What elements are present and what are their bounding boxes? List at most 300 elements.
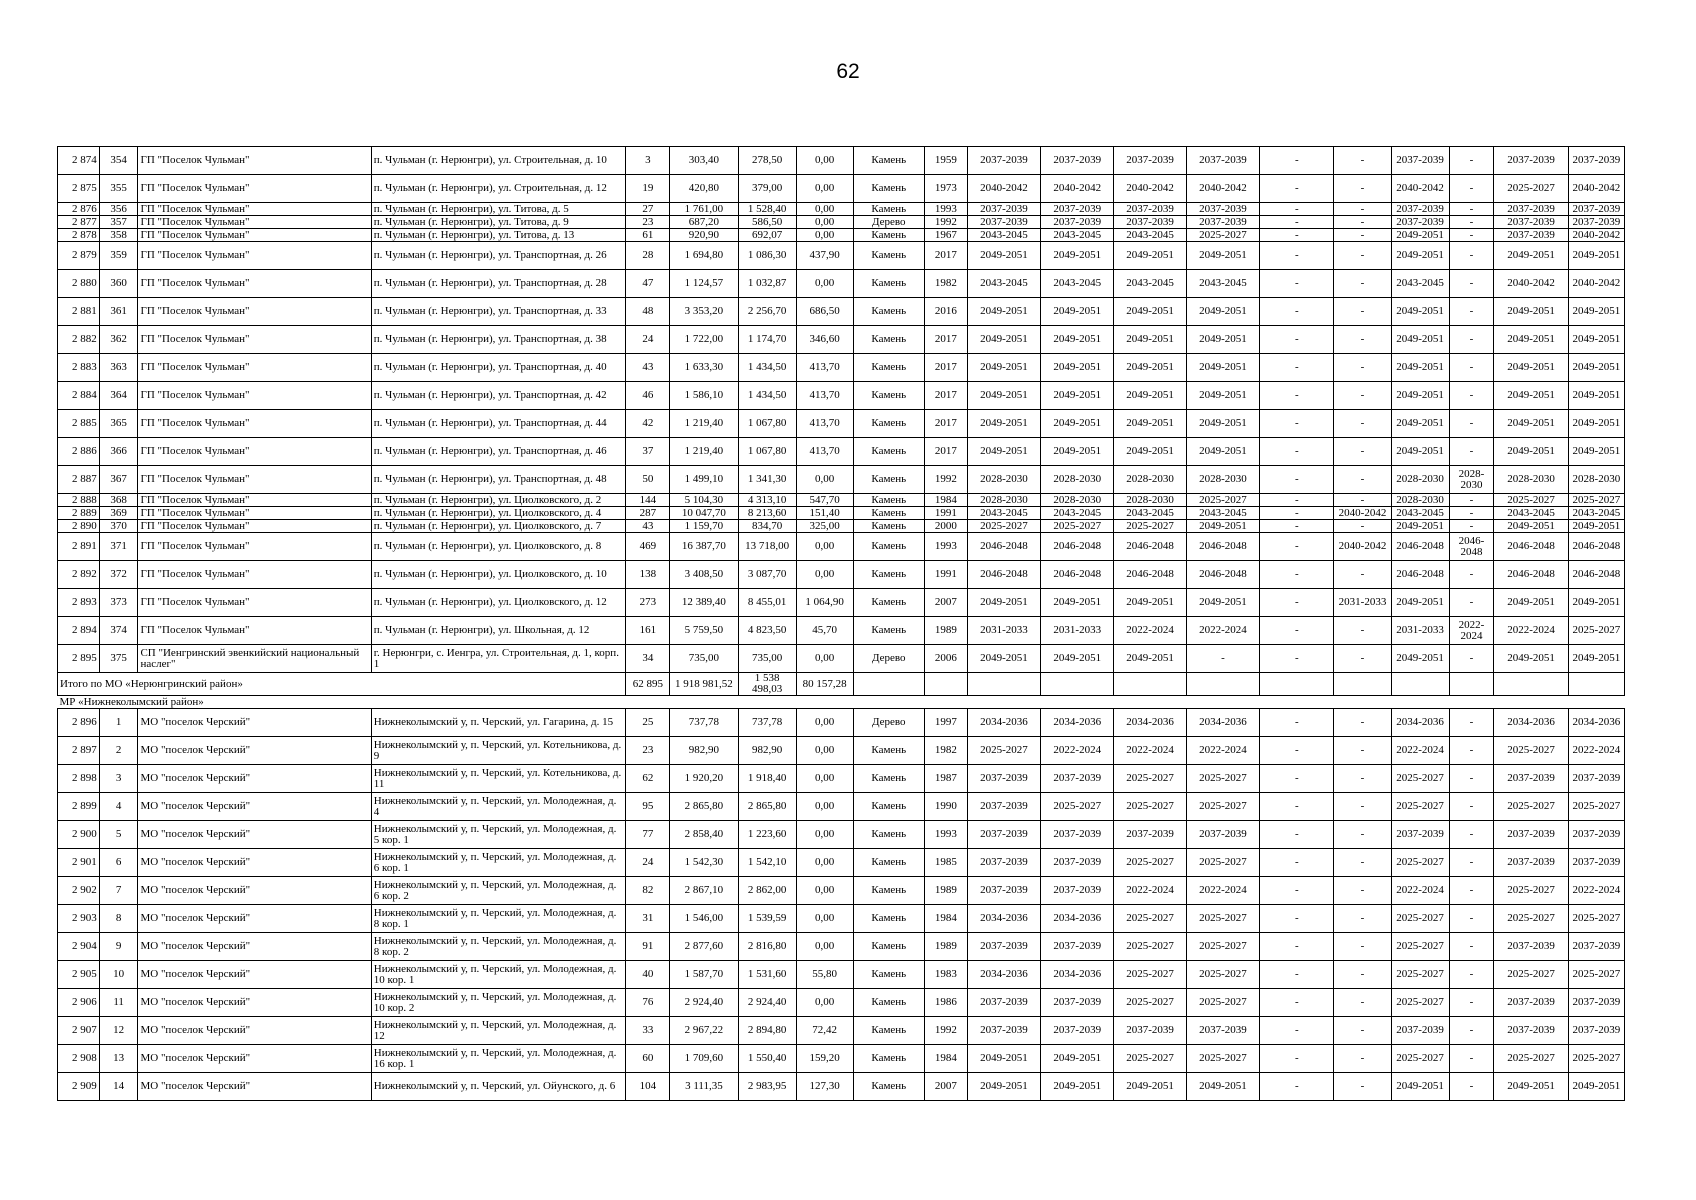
flats-count: 42 [626,410,670,438]
row-index: 357 [99,216,138,229]
table-row [58,709,1625,737]
wall-material: Камень [853,147,924,175]
period-cell: - [1260,533,1334,561]
organization-cell: ГП "Поселок Чульман" [138,410,371,438]
period-cell: 2025-2027 [1391,849,1449,877]
flats-count: 23 [626,737,670,765]
period-cell: - [1334,147,1391,175]
table-row [58,1073,1625,1101]
period-cell: - [1334,466,1391,494]
period-cell: - [1334,175,1391,203]
row-number: 2 874 [58,147,100,175]
total-section [58,673,1625,709]
row-index: 364 [99,382,138,410]
period-cell: - [1334,494,1391,507]
nonliving-area: 0,00 [796,737,853,765]
flats-count: 77 [626,821,670,849]
period-cell: 2049-2051 [1391,410,1449,438]
organization-cell: МО "поселок Черский" [138,765,371,793]
organization-cell: ГП "Поселок Чульман" [138,589,371,617]
organization-cell: МО "поселок Черский" [138,1017,371,1045]
table-row [58,229,1625,242]
row-number: 2 876 [58,203,100,216]
period-cell: - [1449,709,1494,737]
period-cell: 2037-2039 [1041,765,1114,793]
row-index: 11 [99,989,138,1017]
address-cell: Нижнеколымский у, п. Черский, ул. Ойунского, д. 6 [371,1073,626,1101]
period-cell: 2049-2051 [1041,298,1114,326]
period-cell: 2037-2039 [1391,821,1449,849]
build-year: 2017 [924,410,967,438]
period-cell: 2031-2033 [1334,589,1391,617]
row-number: 2 906 [58,989,100,1017]
row-number: 2 879 [58,242,100,270]
wall-material: Камень [853,1017,924,1045]
period-cell: 2037-2039 [1568,989,1624,1017]
period-cell: - [1334,216,1391,229]
period-cell: 2037-2039 [1494,147,1568,175]
period-cell: 2022-2024 [1041,737,1114,765]
period-cell: - [1260,709,1334,737]
period-cell: 2034-2036 [1494,709,1568,737]
row-index: 7 [99,877,138,905]
flats-count: 161 [626,617,670,645]
nonliving-area: 159,20 [796,1045,853,1073]
build-year: 1983 [924,961,967,989]
build-year: 2017 [924,438,967,466]
period-cell: - [1449,410,1494,438]
period-cell: 2049-2051 [1186,1073,1259,1101]
period-cell: 2043-2045 [1041,229,1114,242]
period-cell: 2049-2051 [1041,438,1114,466]
nonliving-area: 0,00 [796,229,853,242]
nonliving-area: 0,00 [796,709,853,737]
total-area: 920,90 [670,229,738,242]
period-cell: 2046-2048 [967,561,1040,589]
period-cell: 2049-2051 [1186,589,1259,617]
living-area: 1 528,40 [738,203,796,216]
period-cell: 2049-2051 [1568,354,1624,382]
period-cell: 2037-2039 [1568,216,1624,229]
period-cell: 2040-2042 [1568,270,1624,298]
period-cell: 2043-2045 [967,270,1040,298]
organization-cell: СП "Иенгринский эвенкийский национальный наслег" [138,645,371,673]
nonliving-area: 55,80 [796,961,853,989]
build-year: 1967 [924,229,967,242]
total-area: 1 124,57 [670,270,738,298]
period-cell: 2049-2051 [1391,326,1449,354]
period-cell: 2034-2036 [967,961,1040,989]
build-year: 1984 [924,905,967,933]
period-cell: - [1260,793,1334,821]
period-cell: 2049-2051 [1186,438,1259,466]
table-row [58,533,1625,561]
address-cell: Нижнеколымский у, п. Черский, ул. Гагарина, д. 15 [371,709,626,737]
period-cell: 2040-2042 [1391,175,1449,203]
period-cell: 2037-2039 [1041,933,1114,961]
period-cell: - [1334,410,1391,438]
address-cell: п. Чульман (г. Нерюнгри), ул. Транспортная, д. 44 [371,410,626,438]
address-cell: п. Чульман (г. Нерюнгри), ул. Циолковского, д. 10 [371,561,626,589]
address-cell: п. Чульман (г. Нерюнгри), ул. Титова, д. 5 [371,203,626,216]
period-cell: 2040-2042 [967,175,1040,203]
nonliving-area: 0,00 [796,877,853,905]
period-cell: - [1449,645,1494,673]
flats-count: 60 [626,1045,670,1073]
period-cell: - [1260,765,1334,793]
period-cell: 2025-2027 [1114,765,1186,793]
period-cell: 2025-2027 [1568,905,1624,933]
wall-material: Камень [853,520,924,533]
period-cell: 2037-2039 [1186,147,1259,175]
page-number: 62 [836,60,860,83]
table-row [58,793,1625,821]
flats-count: 46 [626,382,670,410]
row-index: 14 [99,1073,138,1101]
nonliving-area: 0,00 [796,270,853,298]
living-area: 1 531,60 [738,961,796,989]
period-cell: 2025-2027 [1186,905,1259,933]
wall-material: Камень [853,326,924,354]
period-cell: 2037-2039 [1186,1017,1259,1045]
period-cell: 2046-2048 [1114,561,1186,589]
period-cell: 2022-2024 [1568,737,1624,765]
period-cell: 2037-2039 [967,147,1040,175]
living-area: 3 087,70 [738,561,796,589]
living-area: 1 067,80 [738,438,796,466]
flats-count: 47 [626,270,670,298]
address-cell: Нижнеколымский у, п. Черский, ул. Котельникова, д. 11 [371,765,626,793]
flats-count: 82 [626,877,670,905]
period-cell: 2025-2027 [1114,849,1186,877]
address-cell: Нижнеколымский у, п. Черский, ул. Молодежная, д. 5 кор. 1 [371,821,626,849]
period-cell: - [1334,933,1391,961]
nonliving-area: 325,00 [796,520,853,533]
wall-material: Камень [853,821,924,849]
period-cell: 2025-2027 [1494,877,1568,905]
row-index: 5 [99,821,138,849]
living-area: 834,70 [738,520,796,533]
wall-material: Камень [853,507,924,520]
period-cell: 2025-2027 [1186,961,1259,989]
row-number: 2 903 [58,905,100,933]
total-area: 737,78 [670,709,738,737]
row-index: 12 [99,1017,138,1045]
wall-material: Камень [853,229,924,242]
period-cell: 2031-2033 [1041,617,1114,645]
period-cell: 2025-2027 [1114,1045,1186,1073]
row-number: 2 881 [58,298,100,326]
period-cell: 2049-2051 [1186,382,1259,410]
flats-count: 25 [626,709,670,737]
period-cell: - [1260,520,1334,533]
address-cell: Нижнеколымский у, п. Черский, ул. Молодежная, д. 6 кор. 2 [371,877,626,905]
wall-material: Камень [853,1045,924,1073]
nonliving-area: 0,00 [796,905,853,933]
period-cell: 2025-2027 [1186,849,1259,877]
flats-count: 91 [626,933,670,961]
period-cell: 2049-2051 [1186,520,1259,533]
rows-chersky [58,709,1625,1101]
nonliving-area: 413,70 [796,354,853,382]
period-cell: 2028-2030 [1041,466,1114,494]
address-cell: п. Чульман (г. Нерюнгри), ул. Транспортная, д. 46 [371,438,626,466]
row-number: 2 909 [58,1073,100,1101]
flats-count: 138 [626,561,670,589]
row-index: 10 [99,961,138,989]
build-year: 1982 [924,737,967,765]
period-cell: 2022-2024 [1186,877,1259,905]
row-index: 375 [99,645,138,673]
row-number: 2 890 [58,520,100,533]
living-area: 2 865,80 [738,793,796,821]
table-row [58,270,1625,298]
period-cell: 2037-2039 [967,933,1040,961]
period-cell: 2043-2045 [1568,507,1624,520]
row-index: 355 [99,175,138,203]
row-number: 2 882 [58,326,100,354]
period-cell: - [1334,298,1391,326]
period-cell: - [1260,229,1334,242]
nonliving-area: 0,00 [796,533,853,561]
period-cell: 2043-2045 [967,507,1040,520]
period-cell: 2034-2036 [1186,709,1259,737]
period-cell: - [1449,561,1494,589]
table-row [58,765,1625,793]
period-cell: 2037-2039 [1041,821,1114,849]
organization-cell: ГП "Поселок Чульман" [138,533,371,561]
period-cell: 2046-2048 [1114,533,1186,561]
period-cell: 2037-2039 [1041,1017,1114,1045]
period-cell: 2037-2039 [967,877,1040,905]
build-year: 1997 [924,709,967,737]
period-cell: 2043-2045 [1391,270,1449,298]
table-row [58,203,1625,216]
row-number: 2 896 [58,709,100,737]
period-cell: - [1334,905,1391,933]
period-cell: - [1449,821,1494,849]
period-cell: 2049-2051 [1494,298,1568,326]
period-cell: - [1260,961,1334,989]
row-index: 373 [99,589,138,617]
period-cell: 2022-2024 [1568,877,1624,905]
period-cell: 2049-2051 [1114,589,1186,617]
organization-cell: ГП "Поселок Чульман" [138,229,371,242]
table-row [58,175,1625,203]
table-row [58,466,1625,494]
row-index: 370 [99,520,138,533]
period-cell: 2034-2036 [1391,709,1449,737]
organization-cell: МО "поселок Черский" [138,961,371,989]
period-cell: 2034-2036 [1114,709,1186,737]
period-cell: 2049-2051 [1494,520,1568,533]
period-cell: 2049-2051 [1041,326,1114,354]
period-cell: - [1449,765,1494,793]
build-year: 2007 [924,1073,967,1101]
period-cell: 2049-2051 [1494,645,1568,673]
wall-material: Камень [853,589,924,617]
organization-cell: МО "поселок Черский" [138,821,371,849]
period-cell: 2037-2039 [1114,821,1186,849]
period-cell: - [1449,905,1494,933]
build-year: 2017 [924,354,967,382]
period-cell: 2043-2045 [1114,507,1186,520]
period-cell: 2025-2027 [1041,793,1114,821]
period-cell: 2049-2051 [1494,382,1568,410]
wall-material: Камень [853,533,924,561]
nonliving-area: 437,90 [796,242,853,270]
living-area: 1 341,30 [738,466,796,494]
total-area: 1 499,10 [670,466,738,494]
row-index: 358 [99,229,138,242]
period-cell: 2037-2039 [967,216,1040,229]
period-cell: 2049-2051 [1391,229,1449,242]
period-cell: - [1260,1045,1334,1073]
period-cell: 2037-2039 [1041,147,1114,175]
living-area: 1 032,87 [738,270,796,298]
period-cell: 2043-2045 [967,229,1040,242]
row-number: 2 880 [58,270,100,298]
period-cell: - [1334,849,1391,877]
nonliving-area: 413,70 [796,410,853,438]
period-cell: 2049-2051 [967,1045,1040,1073]
period-cell: - [1334,561,1391,589]
period-cell: 2049-2051 [1494,589,1568,617]
address-cell: Нижнеколымский у, п. Черский, ул. Молодежная, д. 8 кор. 1 [371,905,626,933]
period-cell: - [1334,270,1391,298]
row-number: 2 883 [58,354,100,382]
organization-cell: ГП "Поселок Чульман" [138,382,371,410]
total-area-3: 80 157,28 [796,673,853,696]
living-area: 735,00 [738,645,796,673]
total-area: 2 967,22 [670,1017,738,1045]
period-cell: 2043-2045 [1494,507,1568,520]
wall-material: Дерево [853,645,924,673]
living-area: 1 550,40 [738,1045,796,1073]
period-cell: 2037-2039 [1568,765,1624,793]
period-cell: - [1260,494,1334,507]
period-cell: 2049-2051 [1186,298,1259,326]
row-number: 2 884 [58,382,100,410]
flats-count: 43 [626,520,670,533]
period-cell: 2049-2051 [967,645,1040,673]
period-cell: 2049-2051 [1114,298,1186,326]
period-cell: 2025-2027 [1114,961,1186,989]
period-cell: 2037-2039 [1568,203,1624,216]
total-area: 3 408,50 [670,561,738,589]
nonliving-area: 1 064,90 [796,589,853,617]
row-index: 359 [99,242,138,270]
total-area: 420,80 [670,175,738,203]
flats-count: 23 [626,216,670,229]
period-cell: 2037-2039 [967,849,1040,877]
wall-material: Камень [853,270,924,298]
period-cell: 2049-2051 [1391,354,1449,382]
living-area: 1 434,50 [738,382,796,410]
nonliving-area: 0,00 [796,933,853,961]
period-cell: - [1260,905,1334,933]
period-cell: 2049-2051 [1041,242,1114,270]
address-cell: п. Чульман (г. Нерюнгри), ул. Транспортная, д. 28 [371,270,626,298]
build-year: 1993 [924,533,967,561]
nonliving-area: 0,00 [796,989,853,1017]
period-cell: 2049-2051 [1114,410,1186,438]
period-cell: 2025-2027 [1494,1045,1568,1073]
period-cell: - [1260,645,1334,673]
period-cell: 2022-2024 [1186,737,1259,765]
period-cell: 2040-2042 [1041,175,1114,203]
period-cell: 2049-2051 [1568,326,1624,354]
organization-cell: ГП "Поселок Чульман" [138,520,371,533]
period-cell: - [1449,326,1494,354]
total-area: 1 542,30 [670,849,738,877]
period-cell: 2037-2039 [1494,203,1568,216]
period-cell: 2025-2027 [1186,229,1259,242]
period-cell: 2040-2042 [1334,533,1391,561]
period-cell: - [1334,709,1391,737]
period-cell: 2046-2048 [1568,561,1624,589]
address-cell: Нижнеколымский у, п. Черский, ул. Молодежная, д. 8 кор. 2 [371,933,626,961]
period-cell: 2022-2024 [1494,617,1568,645]
period-cell: 2046-2048 [1391,561,1449,589]
living-area: 1 174,70 [738,326,796,354]
nonliving-area: 0,00 [796,216,853,229]
period-cell: 2043-2045 [1114,229,1186,242]
period-cell: 2025-2027 [1494,494,1568,507]
row-number: 2 878 [58,229,100,242]
period-cell: 2049-2051 [1391,298,1449,326]
period-cell: - [1260,466,1334,494]
row-number: 2 895 [58,645,100,673]
total-area: 2 877,60 [670,933,738,961]
period-cell: - [1449,203,1494,216]
period-cell: 2037-2039 [1041,849,1114,877]
wall-material: Камень [853,933,924,961]
living-area: 692,07 [738,229,796,242]
row-number: 2 901 [58,849,100,877]
wall-material: Камень [853,494,924,507]
period-cell: 2025-2027 [1114,520,1186,533]
period-cell: - [1260,589,1334,617]
period-cell: 2025-2027 [967,520,1040,533]
period-cell: 2022-2024 [1449,617,1494,645]
row-number: 2 908 [58,1045,100,1073]
build-year: 1992 [924,1017,967,1045]
period-cell: 2043-2045 [1041,270,1114,298]
living-area: 2 256,70 [738,298,796,326]
total-area-2: 1 538 498,03 [738,673,796,696]
nonliving-area: 0,00 [796,147,853,175]
period-cell: - [1449,147,1494,175]
flats-count: 28 [626,242,670,270]
row-index: 2 [99,737,138,765]
organization-cell: МО "поселок Черский" [138,709,371,737]
period-cell: - [1449,1073,1494,1101]
total-row [58,673,1625,696]
row-index: 361 [99,298,138,326]
total-area: 3 111,35 [670,1073,738,1101]
address-cell: п. Чульман (г. Нерюнгри), ул. Школьная, д. 12 [371,617,626,645]
period-cell: 2037-2039 [1041,203,1114,216]
section-title: МР «Нижнеколымский район» [58,696,1625,709]
period-cell: - [1334,765,1391,793]
period-cell: - [1449,507,1494,520]
period-cell: 2031-2033 [1391,617,1449,645]
period-cell: - [1260,507,1334,520]
period-cell: 2037-2039 [1114,203,1186,216]
flats-count: 31 [626,905,670,933]
build-year: 2017 [924,382,967,410]
